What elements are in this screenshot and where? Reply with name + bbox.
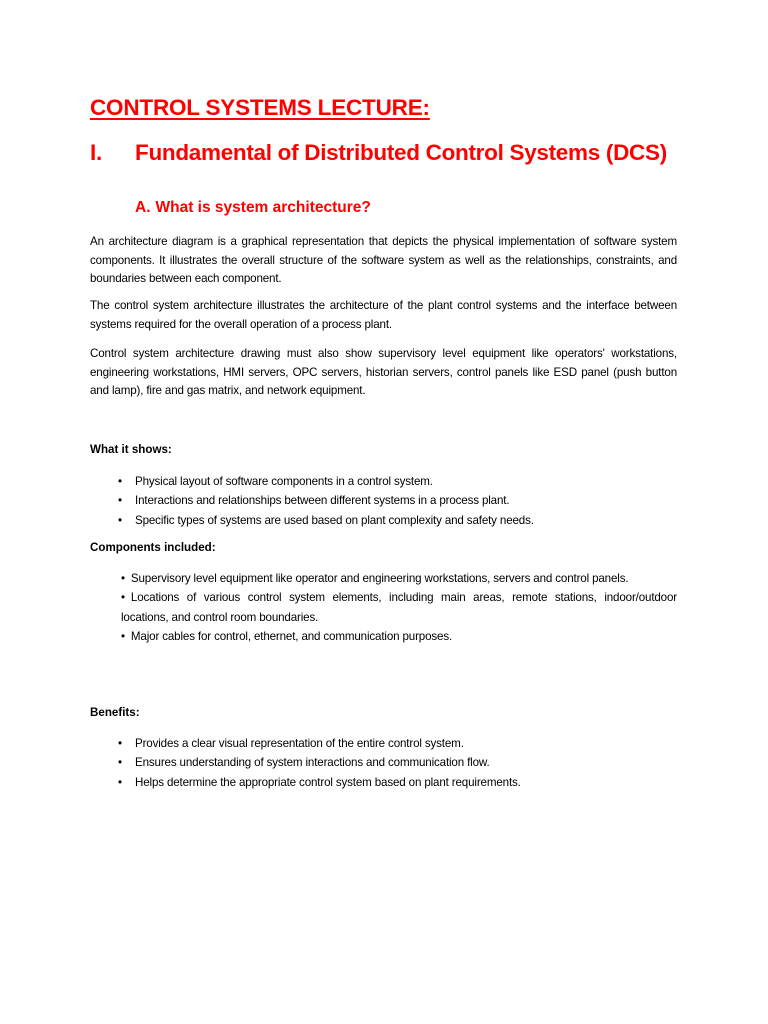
what-it-shows-list	[118, 472, 677, 530]
section-heading	[90, 140, 667, 166]
bullet-icon: •	[118, 513, 122, 527]
paragraph-architecture-diagram: An architecture diagram is a graphical representation that depicts the physical implementation of software system components. It illustrates the overall structure of the software system as well as the relationships, constraints, and boundaries between each component.	[90, 235, 677, 286]
bullet-icon: •	[121, 591, 125, 605]
list-item-text: Ensures understanding of system interactions and communication flow.	[135, 756, 490, 770]
list-item	[118, 773, 677, 792]
list-item	[118, 491, 677, 510]
list-item	[118, 753, 677, 772]
benefits-list	[118, 734, 677, 792]
subsection-heading	[135, 199, 371, 217]
bullet-icon: •	[118, 494, 122, 508]
list-item	[118, 734, 677, 753]
list-item-text: Major cables for control, ethernet, and communication purposes.	[130, 629, 453, 643]
section-title: Fundamental of Distributed Control Systems (DCS)	[135, 140, 667, 165]
list-item	[121, 627, 677, 646]
paragraph-drawing-requirements: Control system architecture drawing must also show supervisory level equipment like operators' workstations, engineering workstations, HMI servers, OPC servers, historian servers, control panels like ESD panel (push button and lamp), fire and gas matrix, and network equipment.	[90, 347, 677, 398]
list-item-text: Physical layout of software components in a control system.	[135, 475, 433, 488]
list-item	[121, 569, 677, 588]
paragraph-control-system-architecture: The control system architecture illustrates the architecture of the plant control systems and the interface between systems required for the overall operation of a process plant.	[90, 299, 677, 331]
subsection-number: A.	[135, 199, 151, 216]
list-item-text: Provides a clear visual representation of the entire control system.	[135, 737, 464, 750]
list-item-text: Supervisory level equipment like operator and engineering workstations, servers and control panels.	[130, 572, 629, 585]
components-included-label: Components included:	[90, 541, 216, 554]
bullet-icon: •	[118, 775, 122, 789]
lecture-title: CONTROL SYSTEMS LECTURE:	[90, 95, 430, 120]
subsection-title: What is system architecture?	[155, 199, 371, 216]
bullet-icon: •	[118, 737, 122, 750]
list-item-text: Specific types of systems are used based on plant complexity and safety needs.	[135, 513, 534, 527]
list-item-text: Interactions and relationships between different systems in a process plant.	[135, 494, 510, 508]
components-included-list	[121, 569, 677, 646]
section-number: I.	[90, 140, 102, 165]
list-item-text: Locations of various control system elements, including main areas, remote stations, indoor/outdoor locations, and control room boundaries.	[121, 591, 677, 624]
list-item	[118, 472, 677, 491]
bullet-icon: •	[121, 629, 125, 643]
list-item	[118, 511, 677, 530]
list-item	[121, 588, 677, 627]
what-it-shows-label: What it shows:	[90, 443, 172, 456]
benefits-label: Benefits:	[90, 706, 140, 719]
bullet-icon: •	[121, 572, 125, 585]
bullet-icon: •	[118, 756, 122, 770]
bullet-icon: •	[118, 475, 122, 488]
list-item-text: Helps determine the appropriate control system based on plant requirements.	[135, 775, 521, 789]
